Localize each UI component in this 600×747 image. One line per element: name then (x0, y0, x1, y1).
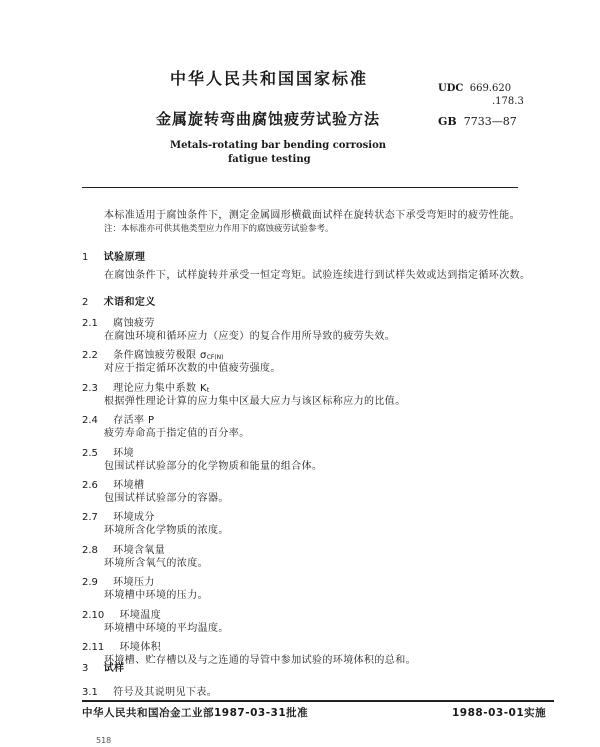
term-number: 2.5 (82, 448, 98, 459)
udc-value-1: 669.620 (469, 83, 512, 94)
term-number: 2.10 (82, 610, 105, 621)
page-number: 518 (96, 736, 112, 745)
gb-value: 7733—87 (463, 115, 517, 128)
udc-value-2: .178.3 (492, 96, 524, 107)
section-2-heading (82, 290, 156, 309)
term-number: 2.4 (82, 415, 98, 426)
term-name: 环境压力 (113, 577, 155, 588)
term-definition: 环境槽中环境的平均温度。 (104, 623, 229, 634)
term-number: 2.6 (82, 480, 98, 491)
section-3-1 (82, 680, 217, 699)
term-subscript: t (206, 387, 210, 394)
term-number: 2.9 (82, 577, 98, 588)
term-definition: 环境所含化学物质的浓度。 (104, 525, 229, 536)
term-definition: 环境槽中环境的压力。 (104, 590, 208, 601)
term-definition: 在腐蚀环境和循环应力（应变）的复合作用所导致的疲劳失效。 (104, 331, 396, 342)
approval-line: 中华人民共和国冶金工业部1987-03-31批准 (82, 707, 309, 719)
section-3-heading (82, 656, 124, 675)
term-definition: 疲劳寿命高于指定值的百分率。 (104, 428, 250, 439)
intro-note: 注：本标准亦可供其他类型应力作用下的腐蚀疲劳试验参考。 (104, 224, 334, 234)
term-name: 腐蚀疲劳 (113, 318, 155, 329)
intro-paragraph: 本标准适用于腐蚀条件下，测定金属圆形横截面试样在旋转状态下承受弯矩时的疲劳性能。 (104, 210, 520, 221)
header-divider (82, 187, 518, 188)
document-title-cn: 金属旋转弯曲腐蚀疲劳试验方法 (156, 110, 381, 128)
udc-label: UDC (438, 83, 464, 94)
term-name: 条件腐蚀疲劳极限 σ (113, 350, 207, 361)
gb-label: GB (438, 115, 457, 128)
term-definition: 包围试样试验部分的容器。 (104, 493, 229, 504)
term-name: 环境槽 (113, 480, 145, 491)
section-1-heading (82, 245, 145, 264)
footer-divider (82, 700, 554, 702)
udc-classification (438, 82, 524, 108)
document-title-en-line2: fatigue testing (228, 154, 311, 165)
term-number: 2.11 (82, 642, 105, 653)
term-number: 2.8 (82, 545, 98, 556)
section-1-title: 试验原理 (103, 252, 146, 263)
section-1-text: 在腐蚀条件下，试样旋转并承受一恒定弯矩。试验连续进行到试样失效或达到指定循环次数。 (104, 270, 531, 281)
term-subscript: CF(N) (206, 354, 224, 361)
section-2-number: 2 (82, 297, 89, 308)
section-2-title: 术语和定义 (103, 297, 156, 308)
term-name: 环境体积 (119, 642, 162, 653)
section-3-title: 试样 (103, 663, 125, 674)
term-number: 2.1 (82, 318, 98, 329)
term-number: 2.2 (82, 350, 98, 361)
term-name: 环境 (113, 448, 134, 459)
term-definition: 包围试样试验部分的化学物质和能量的组合体。 (104, 461, 323, 472)
term-number: 2.3 (82, 383, 98, 394)
term-name: 环境成分 (113, 512, 155, 523)
term-definition: 环境所含氧气的浓度。 (104, 558, 208, 569)
document-title-en-line1: Metals-rotating bar bending corrosion (170, 140, 387, 151)
section-1-number: 1 (82, 252, 89, 263)
section-3-1-number: 3.1 (82, 687, 98, 698)
term-definition: 环境槽、贮存槽以及与之连通的导管中参加试验的环境体积的总和。 (104, 655, 416, 666)
term-definition: 对应于指定循环次数的中值疲劳强度。 (104, 363, 281, 374)
term-name: 理论应力集中系数 K (113, 383, 207, 394)
term-name: 环境温度 (119, 610, 162, 621)
gb-number (438, 115, 517, 128)
section-3-number: 3 (82, 663, 89, 674)
term-number: 2.7 (82, 512, 98, 523)
term-name: 存活率 P (113, 415, 155, 426)
standard-name: 中华人民共和国国家标准 (170, 69, 369, 88)
term-definition: 根据弹性理论计算的应力集中区最大应力与该区标称应力的比值。 (104, 396, 406, 407)
implementation-date: 1988-03-01实施 (452, 707, 547, 719)
term-name: 环境含氧量 (113, 545, 166, 556)
section-3-1-text: 符号及其说明见下表。 (113, 687, 218, 698)
